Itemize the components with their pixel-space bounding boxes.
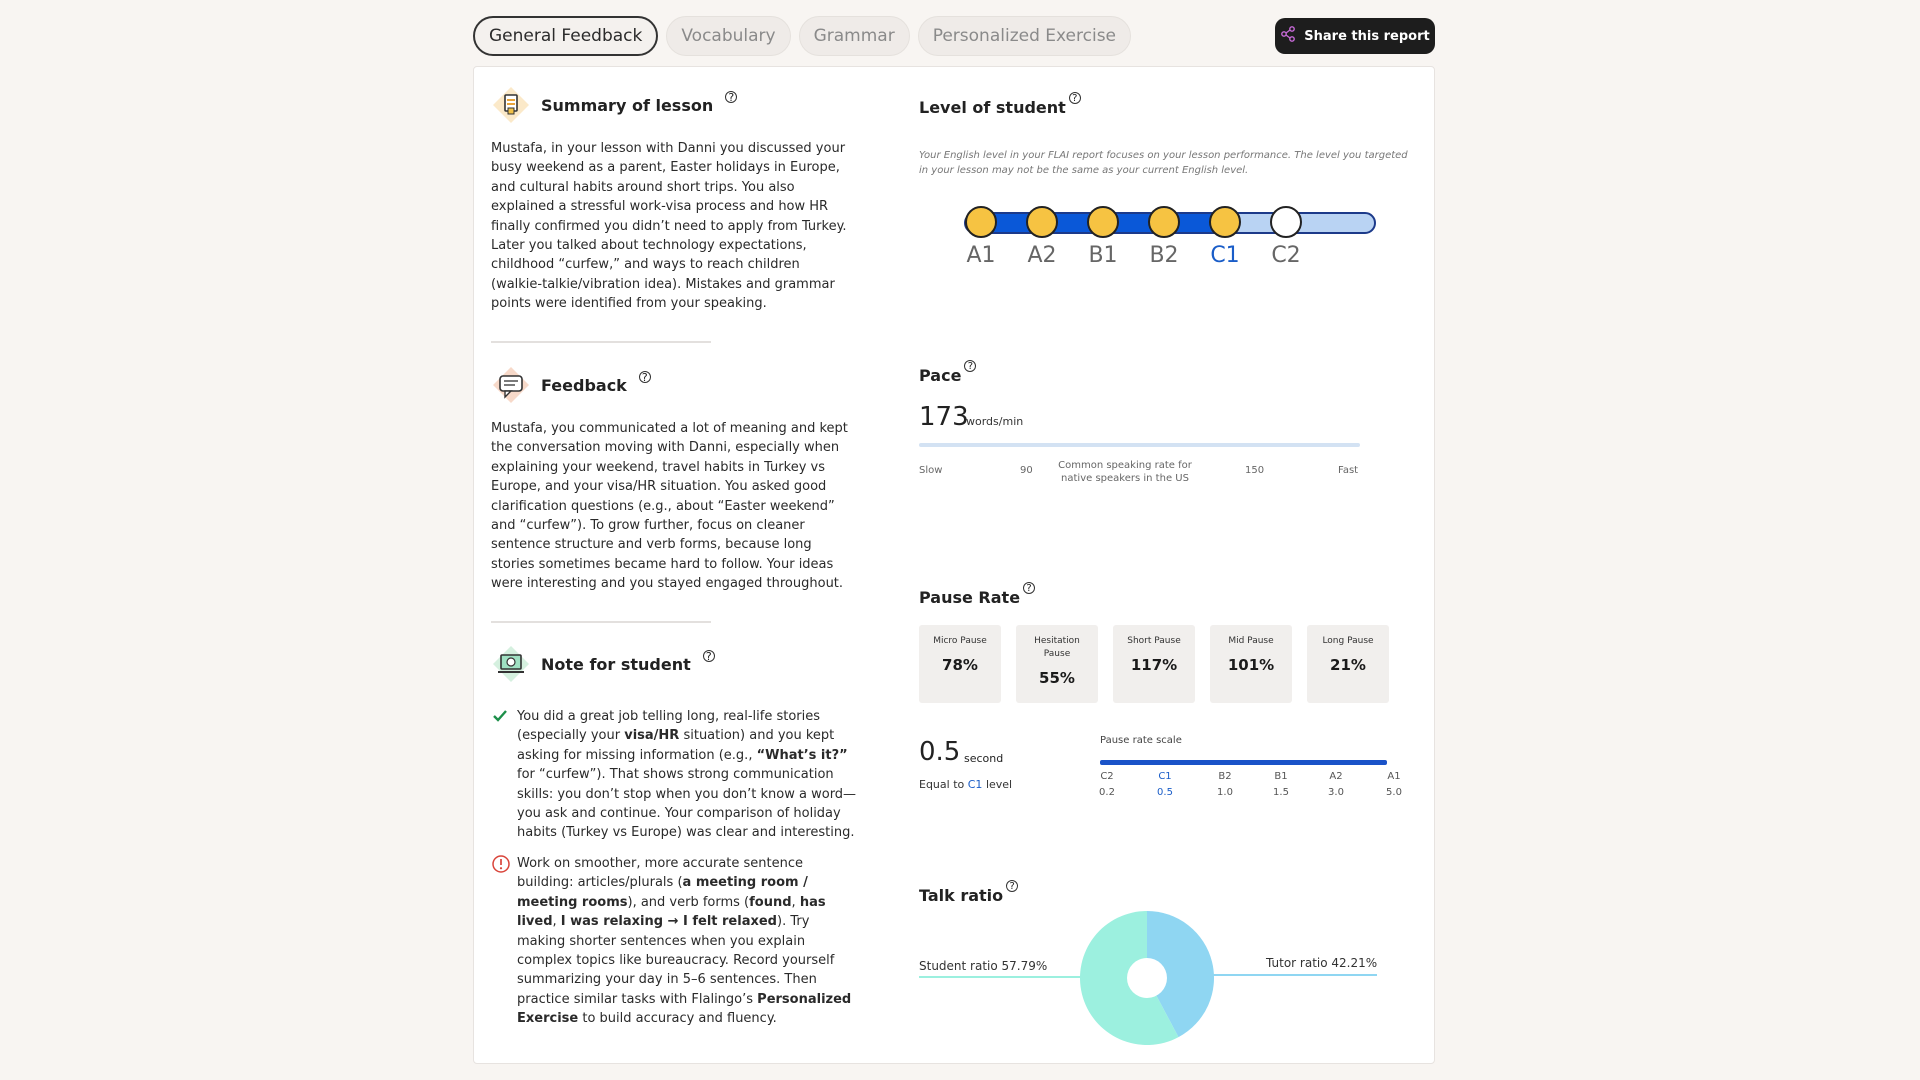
pace-slow-label: Slow: [919, 465, 943, 476]
level-help-icon[interactable]: ?: [1069, 92, 1081, 104]
tab-personalized-exercise[interactable]: Personalized Exercise: [918, 16, 1131, 56]
pause-scale-level: A1: [1387, 771, 1401, 782]
pause-rate-box-name: Mid Pause: [1228, 636, 1274, 646]
level-dot-c2: [1270, 206, 1302, 238]
warning-icon: [491, 854, 511, 1029]
pause-rate-box: [1016, 625, 1098, 703]
pause-scale-value: 1.0: [1217, 787, 1233, 798]
pause-scale-level: C1: [1158, 771, 1172, 782]
pause-scale-level: B1: [1274, 771, 1288, 782]
pause-rate-box-name: Micro Pause: [933, 636, 987, 646]
pause-seconds: 0.5: [919, 737, 961, 767]
pause-scale-level: A2: [1329, 771, 1343, 782]
pause-seconds-unit: second: [964, 752, 1004, 765]
note-positive: [491, 707, 861, 843]
feedback-text: Mustafa, you communicated a lot of meaning and kept the conversation moving with Danni, especially when explaining your weekend, travel habits in Turkey vs Europe, and your visa/HR situation. You asked good clarification questions (e.g., about “Easter weekend” and “curfew”). To grow further, focus on cleaner sentence structure and verb forms, because long stories sometimes became hard to follow. Your ideas were interesting and you stayed engaged throughout.: [491, 421, 848, 592]
pause-rate-title: Pause Rate: [919, 588, 1021, 607]
pause-rate-box: [1210, 625, 1292, 703]
level-label-a1: A1: [966, 243, 996, 268]
share-label: Share this report: [1304, 28, 1430, 44]
level-heading: [919, 92, 1081, 117]
feedback-heading: [491, 365, 651, 405]
pace-high-mark: 150: [1245, 465, 1265, 476]
pause-rate-box: [919, 625, 1001, 703]
pause-rate-box-value: 21%: [1330, 656, 1366, 674]
level-label-a2: A2: [1027, 243, 1057, 268]
level-dot-a1: [965, 206, 997, 238]
pace-heading: [919, 360, 976, 385]
note-improve-text: Work on smoother, more accurate sentence building: articles/plurals (a meeting room / meeting rooms), and verb forms (found, has lived, I was relaxing → I felt relaxed). Try making shorter sentences when you explain complex topics like bureaucracy. Record yourself summarizing your day in 5–6 sentences. Then practice similar tasks with Flalingo’s Personalized Exercise to build accuracy and fluency.: [517, 856, 852, 1027]
talk-ratio-heading: [919, 880, 1018, 905]
pause-scale-value: 3.0: [1328, 787, 1344, 798]
summary-help-icon[interactable]: ?: [725, 91, 737, 103]
share-icon: [1280, 26, 1296, 46]
report-tabs: [473, 16, 1131, 56]
pause-rate-box-value: 117%: [1130, 656, 1178, 674]
pace-title: Pace: [919, 366, 962, 385]
chat-icon: [491, 365, 531, 405]
note-heading: [491, 644, 715, 684]
level-label-c1: C1: [1210, 243, 1240, 268]
pace-bar: [919, 443, 1360, 447]
laptop-icon: [491, 644, 531, 684]
divider: [491, 341, 711, 343]
summary-text: Mustafa, in your lesson with Danni you discussed your busy weekend as a parent, Easter holidays in Europe, and cultural habits around short trips. You also explained a stressful work-visa process and how HR finally confirmed you didn’t need to apply from Turkey. Later you talked about technology expectations, childhood “curfew,” and ways to reach children (walkie-talkie/vibration idea). Mistakes and grammar points were identified from your speaking.: [491, 141, 847, 312]
pace-native-note: Common speaking rate for native speakers in the US: [1058, 460, 1192, 484]
level-label-b2: B2: [1149, 243, 1179, 268]
talk-ratio-help-icon[interactable]: ?: [1006, 880, 1018, 892]
pause-rate-box-name: Long Pause: [1322, 636, 1374, 646]
pause-rate-box-value: 78%: [942, 656, 978, 674]
pace-unit: words/min: [966, 415, 1024, 428]
level-title: Level of student: [919, 98, 1066, 117]
report-card: [473, 66, 1435, 1064]
pause-rate-help-icon[interactable]: ?: [1023, 582, 1035, 594]
talk-ratio-title: Talk ratio: [919, 886, 1004, 905]
pause-rate-box-name: Hesitation Pause: [1034, 636, 1080, 659]
note-help-icon[interactable]: ?: [703, 650, 715, 662]
student-ratio-line: [919, 976, 1082, 978]
pause-rate-box-name: Short Pause: [1127, 636, 1181, 646]
clipboard-icon: [491, 85, 531, 125]
level-dot-c1: [1209, 206, 1241, 238]
tab-general-feedback[interactable]: General Feedback: [473, 16, 658, 56]
level-dot-b2: [1148, 206, 1180, 238]
level-dot-b1: [1087, 206, 1119, 238]
pace-value: 173: [919, 402, 969, 432]
pause-scale-value: 0.5: [1157, 787, 1173, 798]
pause-scale-level: B2: [1218, 771, 1232, 782]
pause-scale-bar: [1100, 760, 1387, 765]
pause-rate-box-value: 55%: [1039, 669, 1075, 687]
note-positive-text: You did a great job telling long, real-life stories (especially your visa/HR situation) and you kept asking for missing information (e.g., “What’s it?” for “curfew”). That shows strong communication skills: you don’t stop when you don’t know a word—you ask and continue. Your comparison of holiday habits (Turkey vs Europe) was clear and interesting.: [517, 709, 857, 841]
pause-equal-level: Equal to C1 level: [919, 778, 1013, 791]
summary-title: Summary of lesson: [541, 95, 714, 115]
divider: [491, 621, 711, 623]
level-label-b1: B1: [1088, 243, 1118, 268]
pace-fast-label: Fast: [1338, 465, 1359, 476]
pause-scale-value: 5.0: [1386, 787, 1402, 798]
pause-rate-heading: [919, 582, 1035, 607]
tab-vocabulary[interactable]: Vocabulary: [666, 16, 790, 56]
note-improve: [491, 854, 861, 1029]
pause-rate-box: [1113, 625, 1195, 703]
pace-low-mark: 90: [1020, 465, 1033, 476]
talk-ratio-donut: [1079, 910, 1215, 1046]
tutor-ratio-line: [1212, 974, 1377, 976]
level-note: Your English level in your FLAI report focuses on your lesson performance. The level you targeted in your lesson may not be the same as your current English level.: [919, 150, 1408, 176]
donut-hole: [1127, 958, 1167, 998]
summary-heading: [491, 85, 737, 125]
checkmark-icon: [491, 707, 511, 843]
pause-scale-value: 0.2: [1099, 787, 1115, 798]
pause-scale-level: C2: [1100, 771, 1114, 782]
pause-rate-box: [1307, 625, 1389, 703]
level-label-c2: C2: [1271, 243, 1301, 268]
pause-rate-box-value: 101%: [1227, 656, 1275, 674]
share-report-button[interactable]: [1275, 18, 1435, 54]
pause-scale-value: 1.5: [1273, 787, 1289, 798]
level-dot-a2: [1026, 206, 1058, 238]
note-title: Note for student: [541, 654, 691, 674]
pace-help-icon[interactable]: ?: [964, 360, 976, 372]
feedback-title: Feedback: [541, 375, 627, 395]
feedback-help-icon[interactable]: ?: [639, 371, 651, 383]
pause-scale-title: Pause rate scale: [1100, 735, 1182, 746]
tab-grammar[interactable]: Grammar: [799, 16, 910, 56]
student-ratio-label: Student ratio 57.79%: [919, 959, 1048, 973]
tutor-ratio-label: Tutor ratio 42.21%: [1266, 956, 1378, 970]
